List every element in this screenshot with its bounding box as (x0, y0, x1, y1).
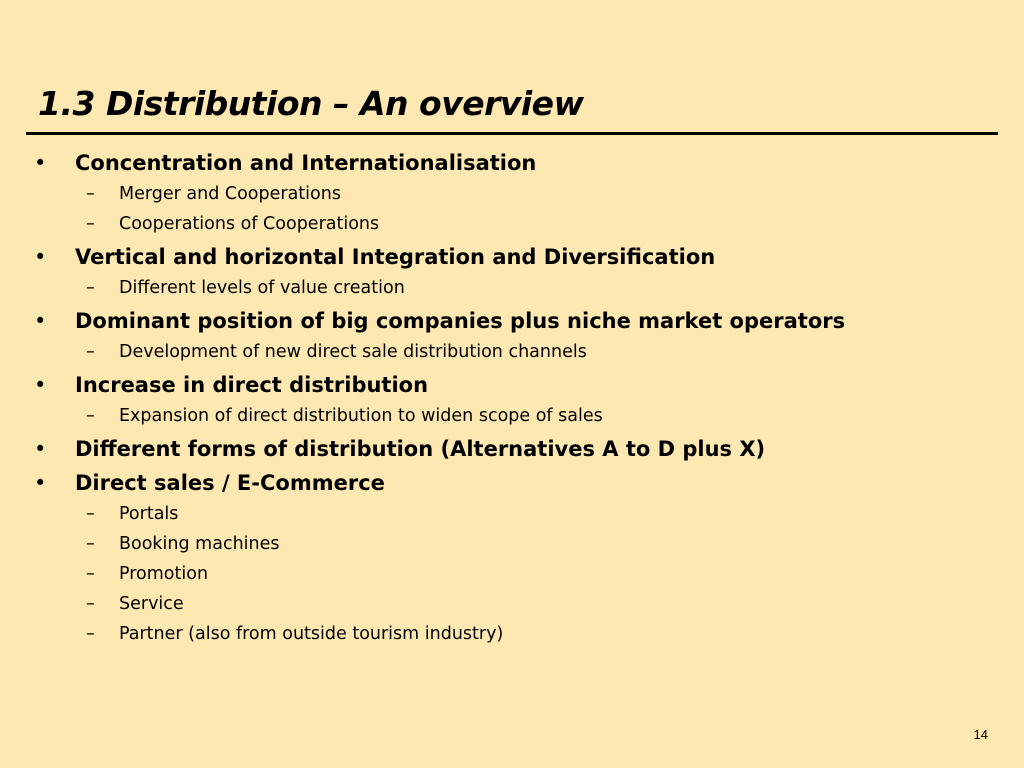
dash-icon: – (86, 214, 95, 234)
bullet-text: Increase in direct distribution (75, 373, 429, 397)
page-number: 14 (973, 727, 988, 742)
sub-text: Partner (also from outside tourism industry) (119, 624, 504, 644)
dash-icon: – (86, 278, 95, 298)
bullet-item (34, 242, 994, 273)
sub-text: Development of new direct sale distribution channels (119, 342, 587, 362)
sub-item (34, 529, 994, 559)
bullet-icon: • (34, 471, 47, 495)
sub-text: Cooperations of Cooperations (119, 214, 380, 234)
sub-text: Promotion (119, 564, 209, 584)
sub-item (34, 401, 994, 431)
dash-icon: – (86, 184, 95, 204)
sub-text: Merger and Cooperations (119, 184, 341, 204)
bullet-text: Dominant position of big companies plus niche market operators (75, 309, 846, 333)
dash-icon: – (86, 624, 95, 644)
bullet-icon: • (34, 373, 47, 397)
bullet-icon: • (34, 437, 47, 461)
bullet-item (34, 468, 994, 499)
sub-text: Different levels of value creation (119, 278, 405, 298)
sub-text: Service (119, 594, 184, 614)
bullet-text: Vertical and horizontal Integration and Diversification (75, 245, 716, 269)
sub-item (34, 559, 994, 589)
bullet-icon: • (34, 151, 47, 175)
dash-icon: – (86, 342, 95, 362)
dash-icon: – (86, 406, 95, 426)
sub-text: Expansion of direct distribution to widen scope of sales (119, 406, 603, 426)
sub-item (34, 209, 994, 239)
bullet-text: Direct sales / E-Commerce (75, 471, 385, 495)
bullet-list (34, 148, 994, 649)
bullet-item (34, 370, 994, 401)
title-underline (26, 132, 998, 135)
bullet-text: Different forms of distribution (Alternatives A to D plus X) (75, 437, 766, 461)
bullet-icon: • (34, 309, 47, 333)
sub-text: Portals (119, 504, 179, 524)
bullet-item (34, 434, 994, 465)
sub-item (34, 499, 994, 529)
sub-item (34, 179, 994, 209)
dash-icon: – (86, 594, 95, 614)
dash-icon: – (86, 504, 95, 524)
sub-item (34, 619, 994, 649)
dash-icon: – (86, 534, 95, 554)
sub-item (34, 337, 994, 367)
sub-item (34, 589, 994, 619)
bullet-item (34, 148, 994, 179)
slide-title: 1.3 Distribution – An overview (38, 84, 584, 123)
bullet-icon: • (34, 245, 47, 269)
bullet-item (34, 306, 994, 337)
dash-icon: – (86, 564, 95, 584)
bullet-text: Concentration and Internationalisation (75, 151, 537, 175)
sub-text: Booking machines (119, 534, 280, 554)
sub-item (34, 273, 994, 303)
